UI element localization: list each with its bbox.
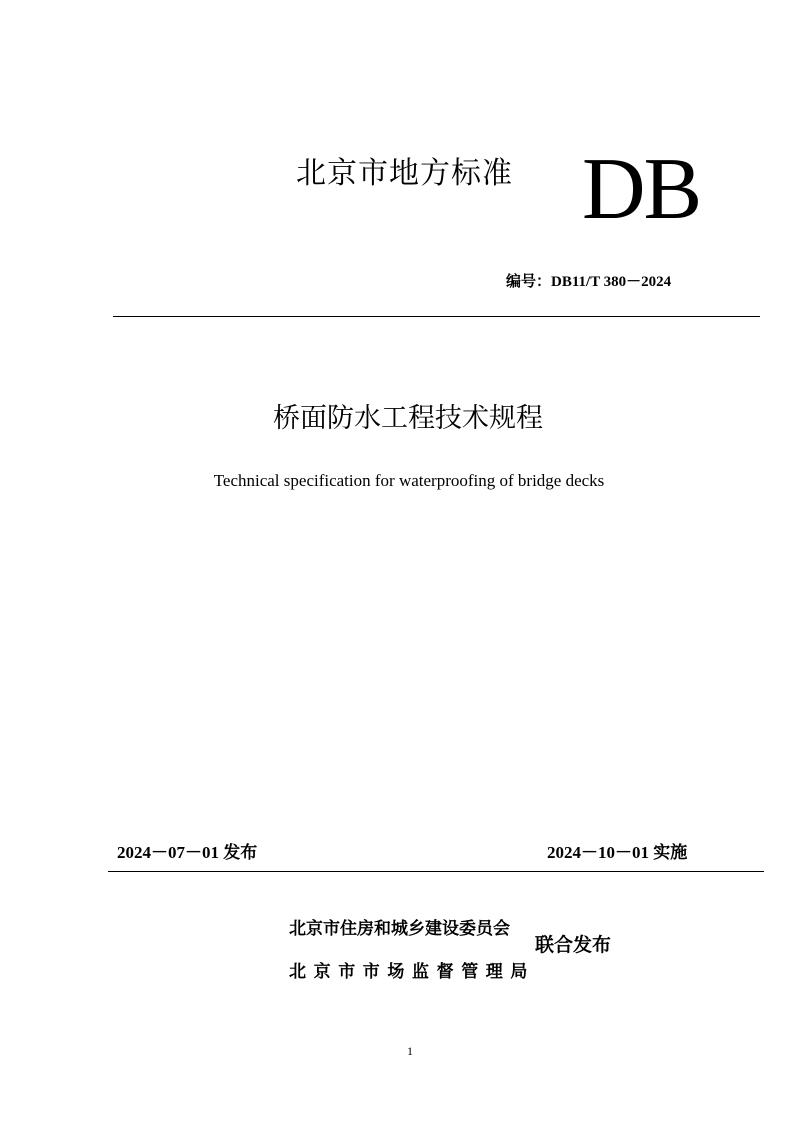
page-number: 1 bbox=[407, 1044, 413, 1058]
joint-issue-label: 联合发布 bbox=[535, 934, 612, 956]
publish-date: 2024－07－01 发布 bbox=[117, 843, 258, 862]
standard-code-value: DB11/T 380－2024 bbox=[551, 274, 672, 290]
document-title-chinese: 桥面防水工程技术规程 bbox=[273, 403, 543, 434]
issuer-housing-commission: 北京市住房和城乡建设委员会 bbox=[289, 919, 510, 939]
standard-type-heading: 北京市地方标准 bbox=[296, 156, 513, 191]
bottom-divider bbox=[108, 871, 764, 872]
standard-code-label: 编号： bbox=[506, 272, 552, 290]
document-title-english: Technical specification for waterproofing of bridge decks bbox=[213, 471, 605, 490]
implementation-date: 2024－10－01 实施 bbox=[547, 843, 688, 862]
top-divider bbox=[113, 316, 760, 317]
db-logo: DB bbox=[582, 141, 701, 238]
standard-code bbox=[506, 270, 671, 291]
issuer-market-regulation: 北京市市场监督管理局 bbox=[289, 962, 535, 982]
